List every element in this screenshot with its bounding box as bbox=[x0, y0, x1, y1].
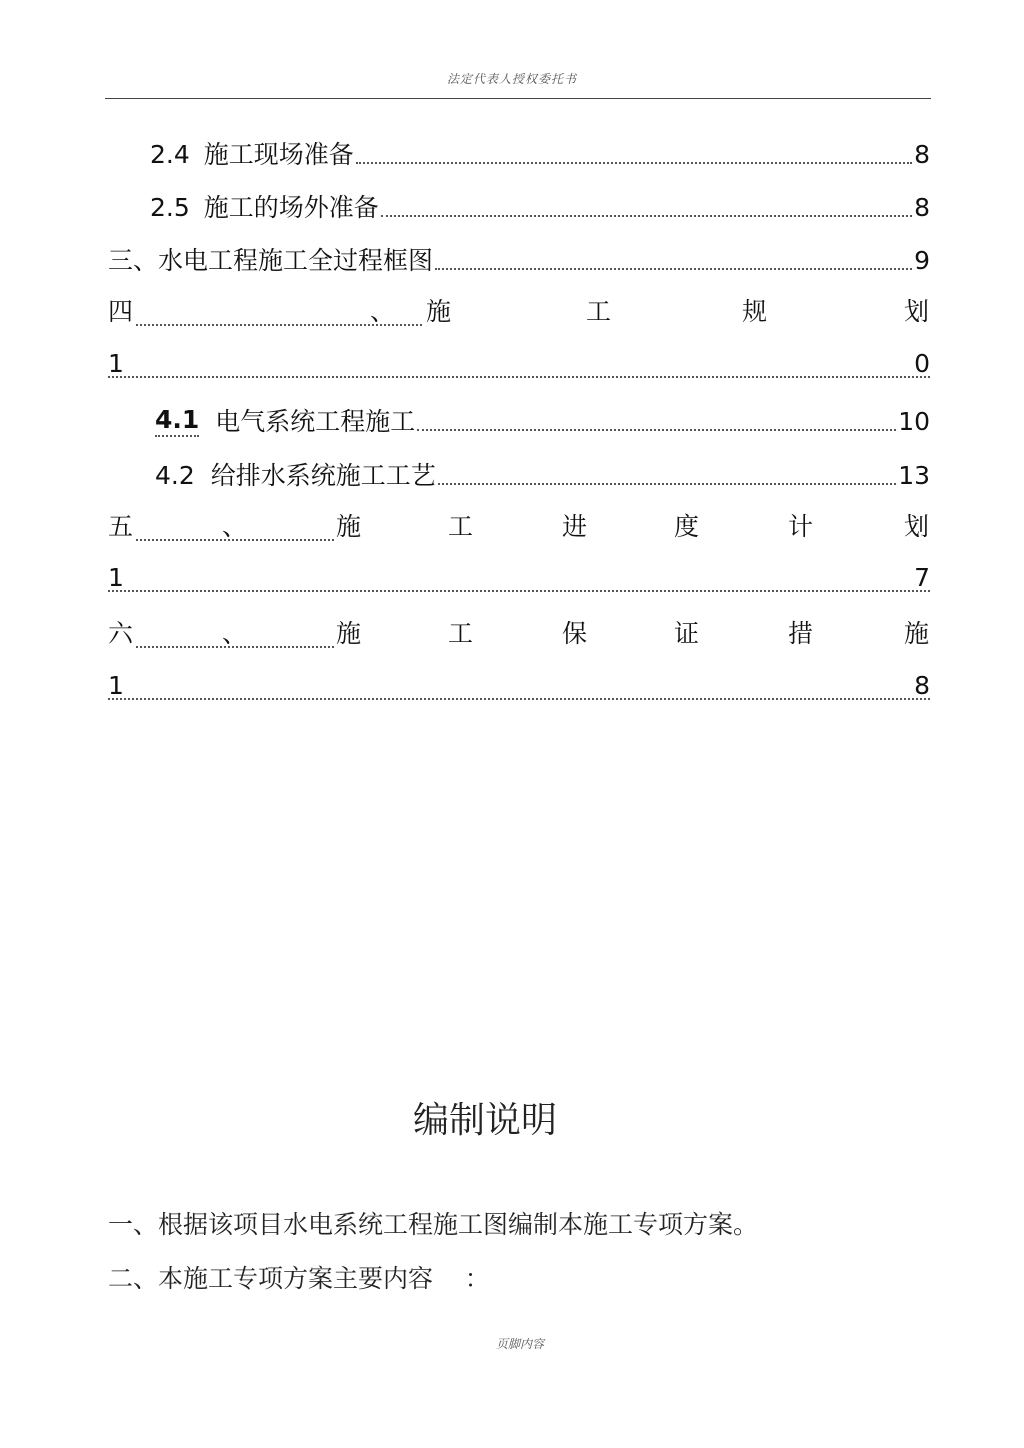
toc-char: 规 bbox=[742, 297, 768, 326]
toc-char: 五 bbox=[108, 512, 134, 541]
toc-entry-5[interactable] bbox=[108, 509, 930, 545]
toc-leader-dots bbox=[136, 323, 422, 326]
toc-entry-title: 电气系统工程施工 bbox=[215, 407, 416, 436]
toc-char: 施 bbox=[336, 512, 362, 541]
toc-entry-page: 9 bbox=[914, 246, 930, 275]
toc-char: 、 bbox=[222, 512, 248, 541]
toc-entry-4-2[interactable] bbox=[155, 455, 930, 491]
toc-char: 度 bbox=[674, 512, 700, 541]
toc-char: 工 bbox=[448, 512, 474, 541]
toc-char: 施 bbox=[336, 619, 362, 648]
toc-char: 划 bbox=[904, 297, 930, 326]
toc-char: 证 bbox=[674, 619, 700, 648]
toc-char: 四 bbox=[108, 297, 134, 326]
toc-entry-page: 8 bbox=[914, 140, 930, 169]
toc-leader-dots bbox=[435, 267, 912, 270]
toc-char: 划 bbox=[904, 512, 930, 541]
toc-entry-title: 三、水电工程施工全过程框图 bbox=[108, 246, 434, 275]
toc-entry-number: 2.5 bbox=[150, 193, 190, 222]
paragraph-1: 一、根据该项目水电系统工程施工图编制本施工专项方案。 bbox=[108, 1210, 759, 1239]
toc-entry-page: 13 bbox=[898, 461, 930, 490]
toc-char: 六 bbox=[108, 619, 134, 648]
toc-entry-page-last: 0 bbox=[914, 349, 930, 378]
toc-char: 工 bbox=[586, 297, 612, 326]
toc-entry-3[interactable] bbox=[108, 240, 930, 276]
page-header: 法定代表人授权委托书 bbox=[446, 72, 577, 86]
toc-entry-2-5[interactable] bbox=[150, 187, 930, 223]
toc-char: 施 bbox=[426, 297, 452, 326]
toc-leader-dots bbox=[381, 214, 912, 217]
toc-char: 计 bbox=[788, 512, 814, 541]
toc-char: 、 bbox=[370, 297, 396, 326]
toc-char: 措 bbox=[788, 619, 814, 648]
toc-char: 、 bbox=[222, 619, 248, 648]
toc-char: 工 bbox=[448, 619, 474, 648]
paragraph-2: 二、本施工专项方案主要内容 ： bbox=[108, 1264, 490, 1293]
toc-entry-page-first: 1 bbox=[108, 671, 124, 700]
toc-entry-title: 给排水系统施工工艺 bbox=[210, 461, 436, 490]
toc-entry-6[interactable] bbox=[108, 616, 930, 652]
toc-char: 进 bbox=[562, 512, 588, 541]
toc-entry-title: 施工的场外准备 bbox=[203, 193, 379, 222]
toc-entry-number: 4.1 bbox=[155, 405, 199, 437]
toc-entry-page: 10 bbox=[898, 407, 930, 436]
toc-char: 施 bbox=[904, 619, 930, 648]
toc-entry-4[interactable] bbox=[108, 294, 930, 330]
toc-entry-page: 8 bbox=[914, 193, 930, 222]
toc-entry-2-4[interactable] bbox=[150, 134, 930, 170]
toc-leader-dots bbox=[438, 482, 896, 485]
toc-entry-4-page-line[interactable] bbox=[108, 346, 930, 382]
toc-entry-number: 4.2 bbox=[155, 461, 195, 490]
toc-char: 保 bbox=[562, 619, 588, 648]
toc-entry-page-last: 7 bbox=[914, 563, 930, 592]
toc-entry-4-1[interactable] bbox=[155, 401, 930, 437]
toc-leader-dots bbox=[108, 376, 930, 378]
toc-leader-dots bbox=[108, 590, 930, 592]
page-footer: 页脚内容 bbox=[495, 1337, 544, 1351]
toc-leader-dots bbox=[136, 645, 334, 648]
toc-leader-dots bbox=[417, 428, 896, 431]
toc-entry-page-first: 1 bbox=[108, 563, 124, 592]
toc-entry-number: 2.4 bbox=[150, 140, 190, 169]
toc-entry-title: 施工现场准备 bbox=[203, 140, 354, 169]
toc-entry-page-first: 1 bbox=[108, 349, 124, 378]
toc-entry-6-page-line[interactable] bbox=[108, 668, 930, 704]
section-title: 编制说明 bbox=[412, 1100, 557, 1141]
toc-leader-dots bbox=[356, 161, 912, 164]
toc-leader-dots bbox=[136, 538, 334, 541]
toc-entry-page-last: 8 bbox=[914, 671, 930, 700]
header-divider bbox=[105, 98, 931, 99]
toc-leader-dots bbox=[108, 698, 930, 700]
toc-entry-5-page-line[interactable] bbox=[108, 560, 930, 596]
